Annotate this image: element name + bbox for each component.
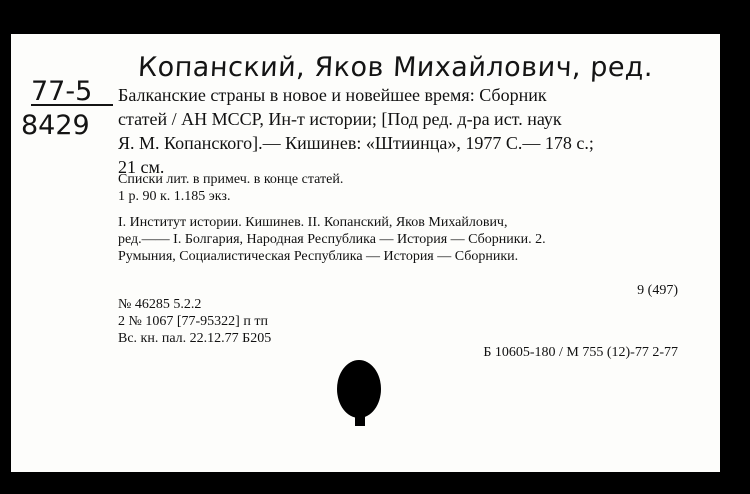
handwritten-call-number-bottom: 8429 bbox=[21, 110, 90, 141]
underline bbox=[31, 104, 113, 106]
publisher-code: Б 10605-180 / М 755 (12)-77 2-77 bbox=[483, 345, 678, 360]
inventory-line: № 46285 5.2.2 bbox=[118, 297, 202, 312]
bibliographic-description bbox=[118, 83, 594, 179]
inventory-line: 2 № 1067 [77-95322] п тп bbox=[118, 314, 268, 329]
notes bbox=[118, 171, 343, 205]
inventory-line: Вс. кн. пал. 22.12.77 Б205 bbox=[118, 331, 272, 346]
note-line: Списки лит. в примеч. в конце статей. bbox=[118, 172, 344, 187]
handwritten-heading: Копанский, Яков Михайлович, ред. bbox=[137, 52, 655, 83]
description-line: Я. М. Копанского].— Кишинев: «Штиинца», 1977 С.— 178 с.; bbox=[118, 133, 594, 153]
subject-line: I. Институт истории. Кишинев. II. Копанский, Яков Михайлович, bbox=[118, 215, 508, 230]
subject-line: ред.—— I. Болгария, Народная Республика — История — Сборники. 2. bbox=[118, 232, 546, 247]
punch-hole bbox=[337, 360, 381, 418]
classification-code: 9 (497) bbox=[637, 283, 678, 298]
note-line: 1 р. 90 к. 1.185 экз. bbox=[118, 189, 231, 204]
handwritten-call-number-top: 77-5 bbox=[31, 76, 93, 107]
description-line: Балканские страны в новое и новейшее время: Сборник bbox=[118, 85, 547, 105]
description-line: 21 см. bbox=[118, 157, 165, 177]
subject-line: Румыния, Социалистическая Республика — История — Сборники. bbox=[118, 249, 519, 264]
catalog-card bbox=[11, 34, 720, 472]
subject-headings bbox=[118, 214, 546, 265]
punch-hole-stem bbox=[355, 412, 365, 426]
description-line: статей / АН МССР, Ин-т истории; [Под ред. д-ра ист. наук bbox=[118, 109, 562, 129]
